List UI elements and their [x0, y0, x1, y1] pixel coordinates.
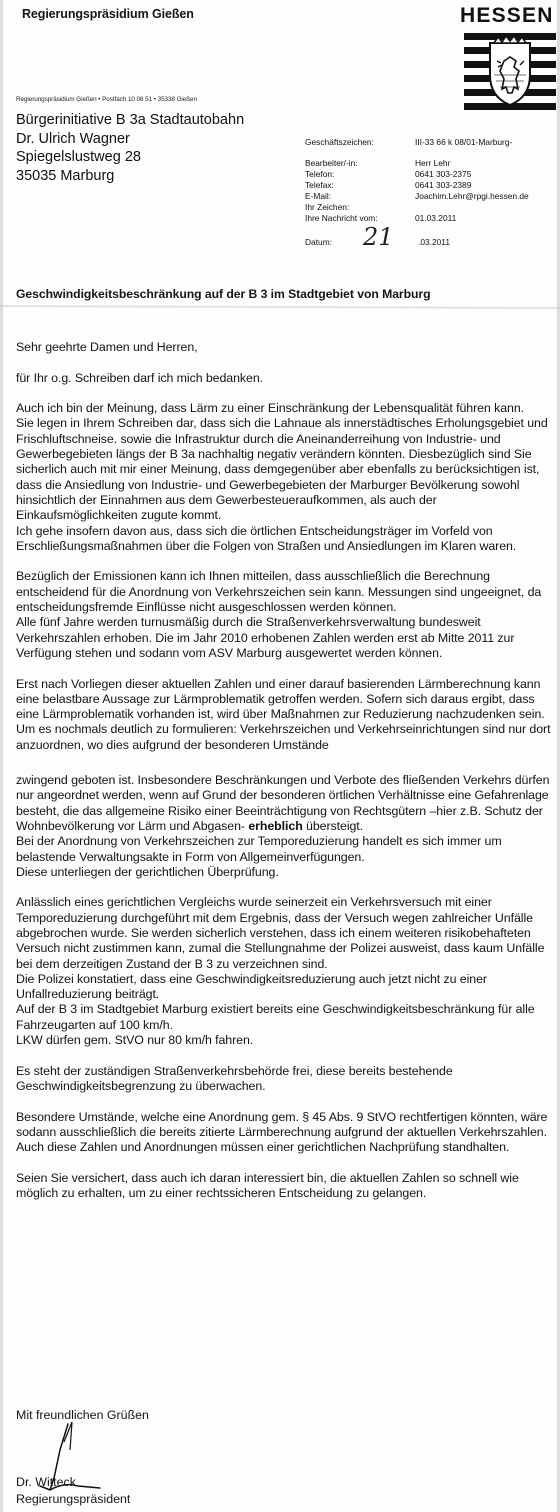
sender-return-line: Regierungspräsidium Gießen • Postfach 10 08 51 • 35338 Gießen: [16, 96, 197, 103]
salutation: Sehr geehrte Damen und Herren,: [16, 340, 198, 354]
your-reference-label: Ihr Zeichen:: [305, 202, 350, 212]
date-label: Datum:: [305, 237, 332, 247]
body-paragraph: Auch ich bin der Meinung, dass Lärm zu einer Einschränkung der Lebensqualität führen kann. Sie legen in Ihrem Schreiben dar, dass sich die Lahnaue als innerstädtisches Erholungsgebiet und Frischluftschneise. sowie die Infrastruktur durch die Aneinanderreihung von Industrie- und Gewerbegebieten längs der B 3a nachhaltig negativ verändern könnten. Diesbezüglich sind Sie sicherlich auch mit mir einer Meinung, dass demgegenüber aber ebenfalls zu berücksichtigen ist, dass die Ansiedlung von Industrie- und Gewerbegebieten der Marburger Bevölkerung sowohl hinsichtlich der Einnahmen aus dem Gewerbesteueraufkommen, als auch der Einkaufsmöglichkeiten zugute kommt. Ich gehe insofern davon aus, dass sich die örtlichen Entscheidungsträger im Vorfeld von Erschließungsmaßnahmen über die Folgen von Straßen und Ansiedlungen im Klaren waren.: [16, 401, 548, 553]
body-paragraph: Bezüglich der Emissionen kann ich Ihnen mitteilen, dass ausschließlich die Berechnung entscheidend für die Anordnung von Verkehrszeichen sein kann. Messungen sind ungeeignet, da entscheidungsfremde Einflüsse nicht ausgeschlossen werden können. Alle fünf Jahre werden turnusmäßig durch die Straßenverkehrsverwaltung bundesweit Verkehrszahlen erhoben. Die im Jahr 2010 erhobenen Zahlen werden erst ab Mitte 2011 zur Verfügung stehen und sodann vom ASV Marburg ausgewertet werden können.: [16, 569, 542, 660]
closing-phrase: Mit freundlichen Grüßen: [16, 1408, 149, 1422]
body-paragraph: Es steht der zuständigen Straßenverkehrsbehörde frei, diese bereits bestehende Geschwindigkeitsbegrenzung zu überwachen.: [16, 1063, 453, 1093]
signatory-name: Dr. Witteck: [16, 1475, 76, 1489]
reference-value: III-33 66 k 08/01-Marburg-: [415, 137, 513, 147]
email-value: Joachim.Lehr@rpgi.hessen.de: [415, 191, 529, 201]
letter-body: [16, 340, 556, 1217]
state-name: HESSEN: [460, 4, 554, 27]
email-label: E-Mail:: [305, 191, 332, 201]
clerk-label: Bearbeiter/-in:: [305, 158, 358, 168]
fax-label: Telefax:: [305, 180, 334, 190]
body-paragraph: Besondere Umstände, welche eine Anordnung gem. § 45 Abs. 9 StVO rechtfertigen könnten, wäre sodann ausschließlich die bereits zitierte Lärmberechnung aufgrund der aktuellen Verkehrszahlen. Auch diese Zahlen und Anordnungen müssen einer gerichtlichen Nachprüfung standhalten.: [16, 1109, 548, 1155]
body-paragraph: Seien Sie versichert, dass auch ich daran interessiert bin, die aktuellen Zahlen so schnell wie möglich zu erhalten, um zu einer rechtssicheren Entscheidung zu gelangen.: [16, 1170, 519, 1201]
body-paragraph: Erst nach Vorliegen dieser aktuellen Zahlen und einer darauf basierenden Lärmberechnung kann eine belastbare Aussage zur Lärmproblematik getroffen werden. Sofern sich daraus ergibt, dass eine Lärmproblematik vorhanden ist, wird über Maßnahmen zur Reduzierung nachzudenken sein. Um es nochmals deutlich zu formulieren: Verkehrszeichen und Verkehrseinrichtungen sind nur dort anzuordnen, wo dies aufgrund der besonderen Umstände: [16, 676, 551, 752]
recipient-address: [16, 111, 244, 185]
reference-label: Geschäftszeichen:: [305, 137, 374, 147]
issuing-authority: Regierungspräsidium Gießen: [22, 7, 194, 21]
signatory-title: Regierungspräsident: [16, 1491, 131, 1506]
date-month-year: .03.2011: [418, 237, 450, 247]
clerk-value: Herr Lehr: [415, 158, 451, 168]
signatory: [16, 1474, 130, 1507]
your-message-value: 01.03.2011: [415, 213, 457, 223]
fax-value: 0641 303-2389: [415, 180, 472, 190]
recipient-line: Spiegelslustweg 28: [16, 149, 141, 165]
recipient-line: Bürgerinitiative B 3a Stadtautobahn: [16, 112, 245, 128]
recipient-line: Dr. Ulrich Wagner: [16, 130, 130, 147]
recipient-line: 35035 Marburg: [16, 167, 115, 184]
letter-subject: Geschwindigkeitsbeschränkung auf der B 3 im Stadtgebiet von Marburg: [16, 287, 431, 301]
body-paragraph: zwingend geboten ist. Insbesondere Beschränkungen und Verbote des fließenden Verkehrs dürfen nur angeordnet werden, wenn auf Grund der besonderen örtlichen Verhältnisse eine Gefahrenlage besteht, die das allgemeine Risiko einer Beeinträchtigung von Rechtsgütern –hier z.B. Schutz der Wohnbevölkerung vor Lärm und Abgasen- erheblich übersteigt. Bei der Anordnung von Verkehrszeichen zur Temporeduzierung handelt es sich immer um belastende Verwaltungsakte in Form von Allgemeinverfügungen. Diese unterliegen der gerichtlichen Überprüfung.: [16, 773, 550, 879]
phone-label: Telefon:: [305, 169, 335, 179]
date-day-handwritten: 21: [363, 223, 394, 251]
hessen-coat-of-arms-icon: [464, 31, 556, 115]
body-paragraph: für Ihr o.g. Schreiben darf ich mich bedanken.: [16, 370, 264, 385]
phone-value: 0641 303-2375: [415, 169, 472, 179]
body-paragraph: Anlässlich eines gerichtlichen Vergleichs wurde seinerzeit ein Verkehrsversuch mit einer Temporeduzierung durchgeführt mit dem Ergebnis, dass der Versuch wegen zahlreicher Unfälle abgebrochen wurde. Sie werden sicherlich verstehen, dass ich einem weiteren risikobehafteten Versuch nicht zustimmen kann, zumal die Stellungnahme der Polizei ausweist, dass kaum Unfälle bei dem derzeitigen Zustand der B 3 zu verzeichnen sind. Die Polizei konstatiert, dass eine Geschwindigkeitsreduzierung auch jetzt nicht zu einer Unfallreduzierung beiträgt. Auf der B 3 im Stadtgebiet Marburg existiert bereits eine Geschwindigkeitsbeschränkung für alle Fahrzeugarten auf 100 km/h. LKW dürfen gem. StVO nur 80 km/h fahren.: [16, 895, 545, 1048]
your-message-label: Ihre Nachricht vom:: [305, 213, 378, 223]
